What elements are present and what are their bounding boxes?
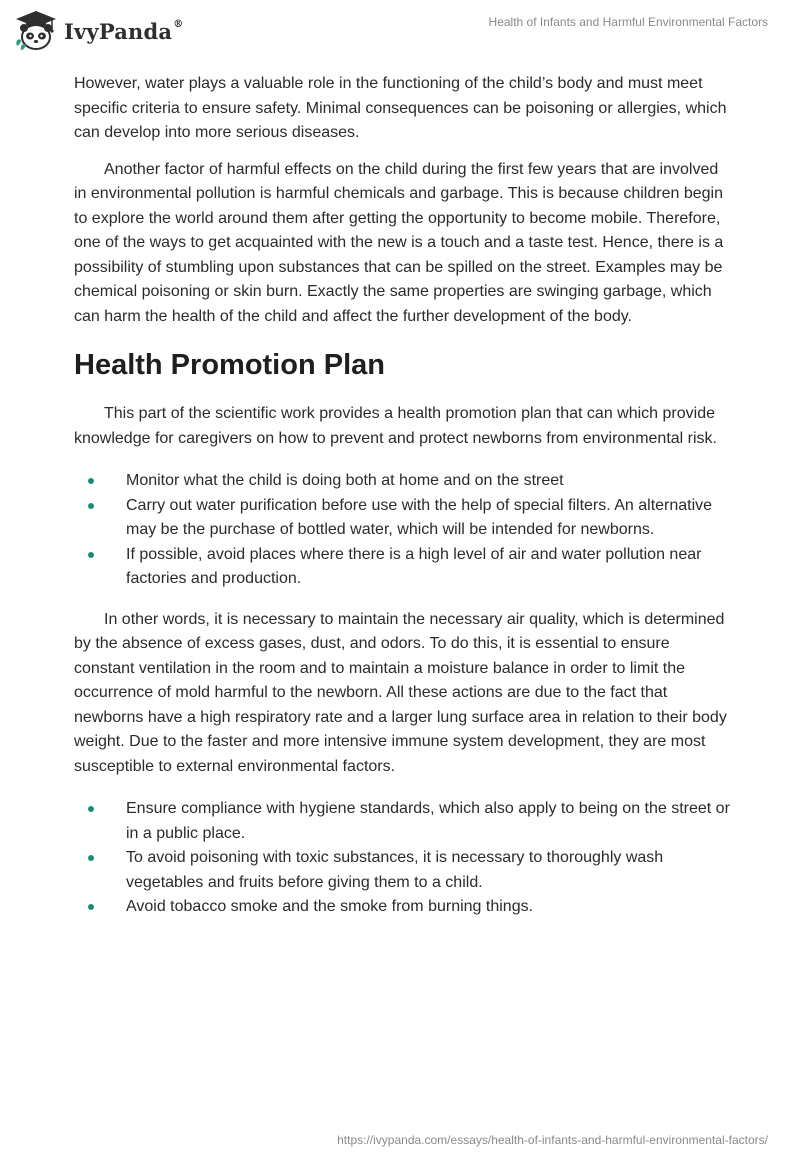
logo-wordmark: IvyPanda® <box>64 18 184 44</box>
bullet-icon <box>88 552 94 558</box>
page-header <box>0 0 800 60</box>
list-item: If possible, avoid places where there is a high level of air and water pollution near factories and production. <box>74 543 734 592</box>
bullet-icon <box>88 478 94 484</box>
bullet-icon <box>88 904 94 910</box>
panda-graduate-icon <box>14 10 58 52</box>
list-item: Monitor what the child is doing both at home and on the street <box>74 469 734 494</box>
ivypanda-logo[interactable] <box>14 10 183 52</box>
bullet-list <box>74 797 734 920</box>
essay-body <box>74 72 734 936</box>
paragraph: In other words, it is necessary to maintain the necessary air quality, which is determined by the absence of excess gases, dust, and odors. To do this, it is essential to ensure constant ventilation in the room and to maintain a moisture balance in order to limit the occurrence of mold harmful to the newborn. All these actions are due to the fact that newborns have a high respiratory rate and a larger lung surface area in relation to their body weight. Due to the faster and more intensive immune system development, they are most susceptible to external environmental factors. <box>74 610 727 775</box>
list-item: Ensure compliance with hygiene standards, which also apply to being on the street or in a public place. <box>74 797 734 846</box>
source-url[interactable]: https://ivypanda.com/essays/health-of-infants-and-harmful-environmental-factors/ <box>337 1133 768 1147</box>
section-heading: Health Promotion Plan <box>74 349 385 381</box>
list-item: Avoid tobacco smoke and the smoke from burning things. <box>74 895 734 920</box>
paragraph: This part of the scientific work provides a health promotion plan that can which provide knowledge for caregivers on how to prevent and protect newborns from environmental risk. <box>74 405 717 447</box>
bullet-icon <box>88 806 94 812</box>
paragraph: Another factor of harmful effects on the child during the first few years that are involved in environmental pollution is harmful chemicals and garbage. This is because children begin to explore the world around them after getting the opportunity to become mobile. Therefore, one of the ways to get acquainted with the new is a touch and a taste test. Hence, there is a possibility of stumbling upon substances that can be spilled on the street. Examples may be chemical poisoning or skin burn. Exactly the same properties are swinging garbage, which can harm the health of the child and affect the further development of the body. <box>74 160 724 325</box>
list-item: Carry out water purification before use with the help of special filters. An alternative may be the purchase of bottled water, which will be intended for newborns. <box>74 494 734 543</box>
document-title: Health of Infants and Harmful Environmental Factors <box>488 15 768 29</box>
bullet-icon <box>88 855 94 861</box>
bullet-icon <box>88 503 94 509</box>
paragraph: However, water plays a valuable role in the functioning of the child’s body and must meet specific criteria to ensure safety. Minimal consequences can be poisoning or allergies, which can develop into more serious diseases. <box>74 75 727 141</box>
list-item: To avoid poisoning with toxic substances, it is necessary to thoroughly wash vegetables and fruits before giving them to a child. <box>74 846 734 895</box>
bullet-list <box>74 469 734 592</box>
